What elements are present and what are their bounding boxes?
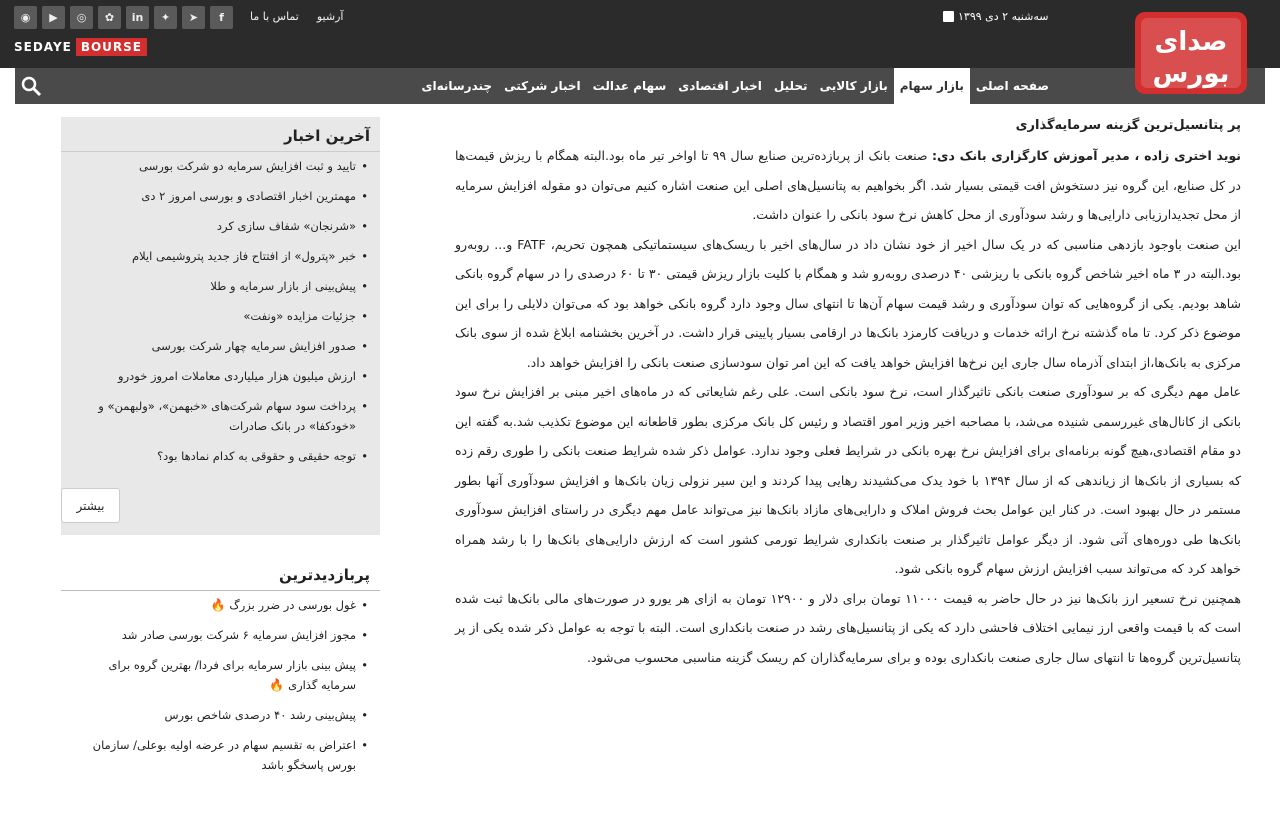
nav-commodity[interactable]: بازار کالایی [819, 79, 888, 93]
latest-news-box [61, 117, 380, 535]
brand-mark [14, 38, 147, 56]
article-title: پر پتانسیل‌ترین گزینه سرمایه‌گذاری [1015, 118, 1241, 133]
calendar-icon [943, 11, 954, 22]
main-menu [415, 68, 1055, 104]
news-item[interactable]: • تایید و ثبت افزایش سرمایه دو شرکت بورسی [71, 156, 368, 176]
nav-home[interactable]: صفحه اصلی [975, 79, 1049, 93]
article-p1-text: صنعت بانک از پربازده‌ترین صنایع سال ۹۹ تا اواخر تیر ماه بود.البته همگام با ریزش قیمت‌ها در کل صنایع، این گروه نیز دستخوش افت قیمتی بسیار شد. اگر بخواهیم به پتانسیل‌های اصلی این صنعت اشاره کنیم می‌توان دو مقوله افزایش سرمایه از محل تجدیدارزیابی دارایی‌ها و رشد سودآوری از محل کاهش نرخ سود بانکی را عنوان داشت. [455, 148, 1241, 222]
nav-economic-news[interactable]: اخبار اقتصادی [678, 79, 762, 93]
article-paragraph-1 [455, 141, 1241, 230]
social-icons [14, 6, 233, 29]
search-icon[interactable] [20, 75, 42, 97]
brand-right: BOURSE [76, 38, 147, 56]
contact-link[interactable]: تماس با ما [250, 10, 299, 23]
popular-item[interactable] [71, 705, 368, 725]
latest-news-title: آخرین اخبار [61, 117, 380, 152]
popular-item-text: اعتراض به تقسیم سهام در عرضه اولیه بوعلی/ سازمان بورس پاسخگو باشد [92, 738, 356, 772]
nav-analysis[interactable]: تحلیل [773, 79, 808, 93]
news-item[interactable]: • پرداخت سود سهام شرکت‌های «خبهمن»، «ولبهمن» و «خودکفا» در بانک صادرات [71, 396, 368, 436]
popular-item-text: پیش بینی بازار سرمایه برای فردا/ بهترین گروه برای سرمایه گذاری [108, 658, 356, 692]
nav-company-news[interactable]: اخبار شرکتی [504, 79, 581, 93]
latest-news-list [61, 152, 380, 466]
brand-left: SEDAYE [14, 40, 72, 54]
most-viewed-list [61, 591, 380, 775]
article-lead: نوید اختری زاده ، مدیر آموزش کارگزاری بانک دی: [931, 148, 1241, 163]
news-item[interactable]: • مهمترین اخبار اقتصادی و بورسی امروز ۲ دی [71, 186, 368, 206]
popular-item[interactable] [71, 735, 368, 775]
instagram-icon[interactable]: ◎ [70, 6, 93, 29]
fire-icon: 🔥 [210, 598, 226, 612]
date-display [943, 10, 1048, 23]
most-viewed-title: پربازدیدترین [61, 556, 380, 591]
article [455, 112, 1241, 672]
telegram-icon[interactable]: ➤ [182, 6, 205, 29]
popular-item-text: پیش‌بینی رشد ۴۰ درصدی شاخص بورس [164, 708, 356, 722]
linkedin-icon[interactable]: in [126, 6, 149, 29]
more-button[interactable]: بیشتر [61, 488, 120, 523]
article-paragraph-3: عامل مهم دیگری که بر سودآوری صنعت بانکی تاثیرگذار است، نرخ سود بانکی است. علی رغم شایعاتی که در ماه‌های اخیر مبنی بر افزایش نرخ سود بانکی از کانال‌های غیررسمی شنیده می‌شد، با مصاحبه اخیر وزیر امور اقتصاد و رئیس کل بانک مرکزی بطور قاطعانه این موضوع تکذیب شد.به گفته این دو مقام اقتصادی،هیچ گونه برنامه‌ای برای افزایش نرخ بهره بانکی در شرایط فعلی وجود ندارد. عوامل ذکر شده شرایط صنعت بانکی را طوری رقم زده که بسیاری از بانک‌ها از زیاندهی که از سال ۱۳۹۴ با خود یدک می‌کشیدند رهایی پیدا کردند و این سیر نزولی زیان بانک‌ها و افزایش سودآوری آنها بطور مستمر در حال بهبود است. در کنار این عوامل بحث فروش املاک و دارایی‌های مازاد بانک‌ها نیز می‌تواند عامل مهم دیگری در راستای افزایش سودآوری بانک‌ها طی دوره‌های آتی شود. از دیگر عوامل تاثیرگذار بر صنعت بانکداری شرایط تورمی کشور است که ارزش دارایی‌های بانک‌ها را با رشد همراه خواهد کرد که می‌تواند سبب افزایش ارزش سهام گروه بانکی شود. [455, 384, 1241, 576]
popular-item-text: غول بورسی در ضرر بزرگ [229, 598, 356, 612]
news-item[interactable]: • توجه حقیقی و حقوقی به کدام نمادها بود؟ [71, 446, 368, 466]
news-item[interactable]: • صدور افزایش سرمایه چهار شرکت بورسی [71, 336, 368, 356]
archive-link[interactable]: آرشیو [316, 10, 344, 23]
nav-justice-shares[interactable]: سهام عدالت [592, 79, 667, 93]
youtube-icon[interactable]: ▶ [42, 6, 65, 29]
popular-item-text: مجوز افزایش سرمایه ۶ شرکت بورسی صادر شد [121, 628, 356, 642]
article-paragraph-2: این صنعت باوجود بازدهی مناسبی که در یک سال اخیر از خود نشان داد در سال‌های اخیر با ریسک‌های سیستماتیکی همچون تحریم، FATF و... روبه‌رو بود.البته در ۳ ماه اخیر شاخص گروه بانکی با ریزشی ۴۰ درصدی روبه‌رو شد و همگام با کلیت بازار ریزش قیمتی ۳۰ تا ۶۰ درصدی را در سهام گروه بانکی شاهد بودیم. یکی از گروه‌هایی که توان سودآوری و رشد قیمت سهام آن‌ها تا انتهای سال وجود دارد گروه بانکی خواهد بود که می‌توان دلایلی را برای این موضوع ذکر کرد. تا ماه گذشته نرخ ارائه خدمات و دریافت کارمزد بانک‌ها در ارقامی بسیار پایینی قرار داشت. در آخرین بخشنامه ابلاغ شده از سوی بانک مرکزی به بانک‌ها،از ابتدای آذرماه سال جاری این نرخ‌ها افزایش خواهد یافت که این امر توان سودسازی صنعت بانکی را افزایش خواهد داد. [455, 236, 1242, 370]
logo-text-bottom: بورس [1152, 59, 1230, 89]
site-logo[interactable] [1127, 4, 1253, 100]
rss-icon[interactable]: ◉ [14, 6, 37, 29]
most-viewed-box [61, 556, 380, 785]
news-item[interactable]: • پیش‌بینی از بازار سرمایه و طلا [71, 276, 368, 296]
news-item[interactable]: • خبر «پترول» از افتتاح فاز جدید پتروشیمی ایلام [71, 246, 368, 266]
nav-multimedia[interactable]: چندرسانه‌ای [421, 79, 493, 93]
date-text: سه‌شنبه ۲ دی ۱۳۹۹ [958, 10, 1049, 23]
popular-item[interactable] [71, 595, 368, 615]
facebook-icon[interactable]: f [210, 6, 233, 29]
popular-item[interactable] [71, 655, 368, 695]
nav-stock-market[interactable]: بازار سهام [894, 68, 970, 104]
top-links [250, 10, 343, 23]
news-item[interactable]: • جزئیات مزایده «ونفت» [71, 306, 368, 326]
fire-icon: 🔥 [269, 678, 285, 692]
article-paragraph-4: همچنین نرخ تسعیر ارز بانک‌ها نیز در حال حاضر به قیمت ۱۱۰۰۰ تومان برای دلار و ۱۲۹۰۰ تومان به ازای هر یورو در صورت‌های مالی بانک‌ها ثبت شده است که با قیمت واقعی ارز نیمایی اختلاف فاحشی دارد که یکی از پتانسیل‌های رشد در صنعت بانکداری است. البته با توجه به عوامل ذکر شده یکی از پر پتانسیل‌ترین گروه‌ها تا انتهای سال جاری صنعت بانکداری بوده و برای سرمایه‌گذاران کم ریسک گزینه مناسبی محسوب می‌شود. [455, 590, 1241, 665]
aparat-icon[interactable]: ✿ [98, 6, 121, 29]
news-item[interactable]: • «شرنجان» شفاف سازی کرد [71, 216, 368, 236]
logo-text-top: صدای [1154, 27, 1228, 57]
news-item[interactable]: • ارزش میلیون هزار میلیاردی معاملات امروز خودرو [71, 366, 368, 386]
twitter-icon[interactable]: ✦ [154, 6, 177, 29]
popular-item[interactable] [71, 625, 368, 645]
